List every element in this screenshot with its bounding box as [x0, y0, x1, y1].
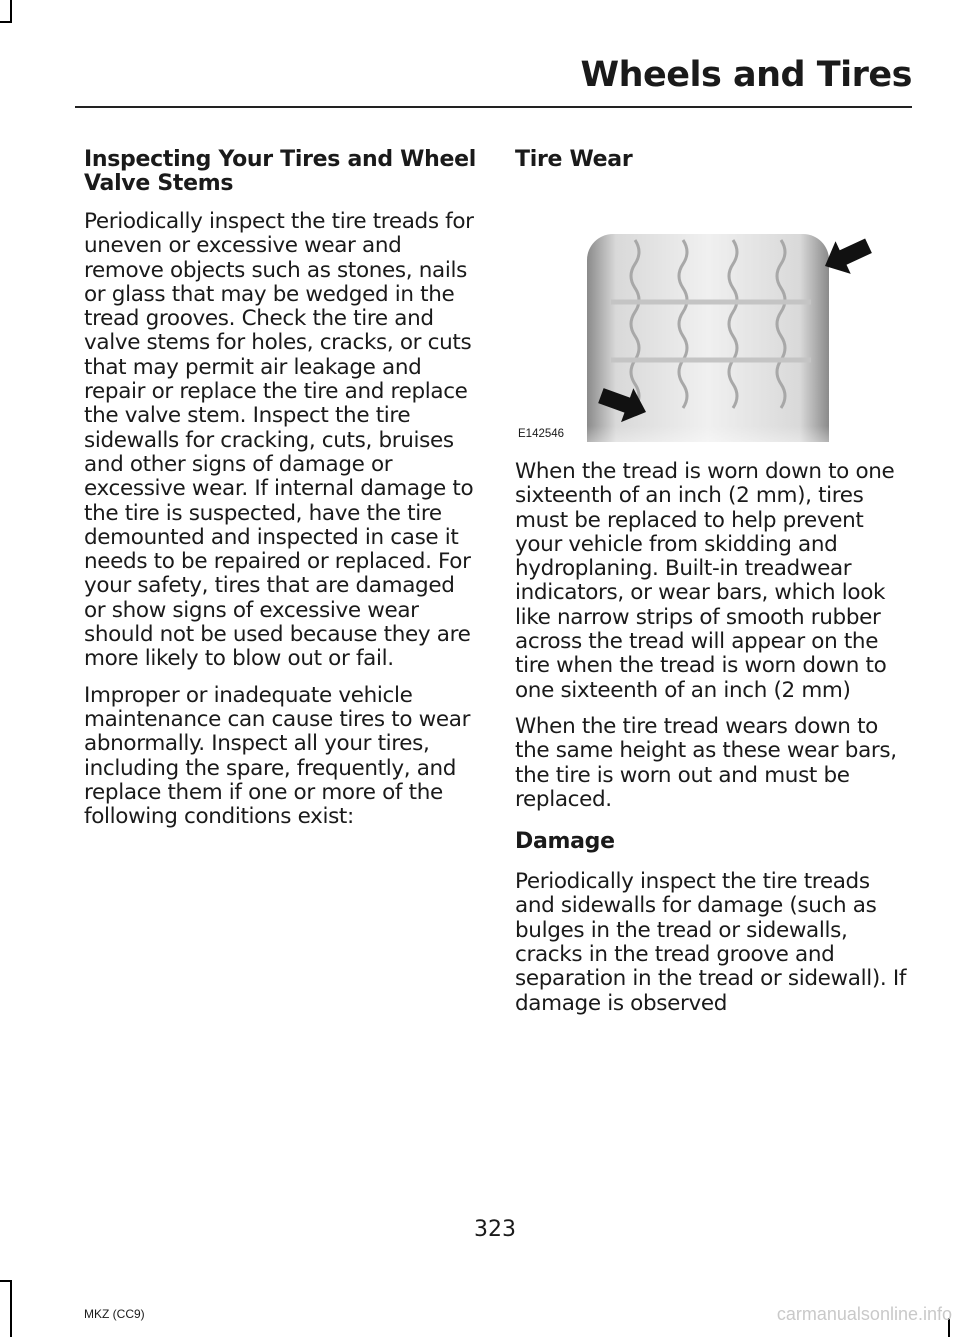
paragraph-improper-maintenance: Improper or inadequate vehicle maintenance can cause tires to wear abnormally. Inspect all your tires, including the spare, frequently, and replace them if one or more of the following conditions exist:	[84, 682, 471, 830]
page-number: 323	[474, 1217, 516, 1242]
tire-wear-figure	[515, 182, 910, 442]
crop-mark-top-left-v	[10, 0, 12, 22]
crop-mark-top-left-h	[0, 21, 12, 23]
paragraph-tread-worn: When the tread is worn down to one sixteenth of an inch (2 mm), tires must be replaced to help prevent your vehicle from skidding and hydroplaning. Built-in treadwear indicators, or wear bars, which look like narrow strips of smooth rubber across the tread will appear on the tire when the tread is worn down to one sixteenth of an inch (2 mm)	[515, 459, 895, 703]
header-divider	[75, 106, 912, 108]
section-heading-damage: Damage	[515, 829, 615, 855]
tire-tread-wear-bar-illustration	[515, 182, 910, 442]
page-title: Wheels and Tires	[580, 55, 912, 95]
figure-code: E142546	[518, 428, 565, 440]
crop-mark-bottom-left-h	[0, 1280, 12, 1282]
section-heading-inspecting: Inspecting Your Tires and Wheel Valve Stems	[84, 147, 476, 196]
watermark: carmanualsonline.info	[776, 1304, 952, 1324]
section-heading-tire-wear: Tire Wear	[515, 147, 633, 172]
left-column	[84, 148, 476, 841]
right-column	[515, 148, 910, 1028]
paragraph-inspect-treads: Periodically inspect the tire treads for uneven or excessive wear and remove objects such as stones, nails or glass that may be wedged in the tread grooves. Check the tire and valve stems for holes, cracks, or cuts that may permit air leakage and repair or replace the tire and replace the valve stem. Inspect the tire sidewalls for cracking, cuts, bruises and other signs of damage or excessive wear. If internal damage to the tire is suspected, have the tire demounted and inspected in case it needs to be repaired or replaced. For your safety, tires that are damaged or show signs of excessive wear should not be used because they are more likely to blow out or fail.	[84, 209, 474, 672]
paragraph-wear-bars: When the tire tread wears down to the same height as these wear bars, the tire is worn out and must be replaced.	[515, 713, 897, 812]
crop-mark-bottom-left-v	[10, 1280, 12, 1337]
paragraph-damage: Periodically inspect the tire treads and sidewalls for damage (such as bulges in the tread or sidewalls, cracks in the tread groove and separation in the tread or sidewall). If damage is observed	[515, 869, 907, 1016]
footer-model: MKZ (CC9)	[84, 1307, 145, 1321]
